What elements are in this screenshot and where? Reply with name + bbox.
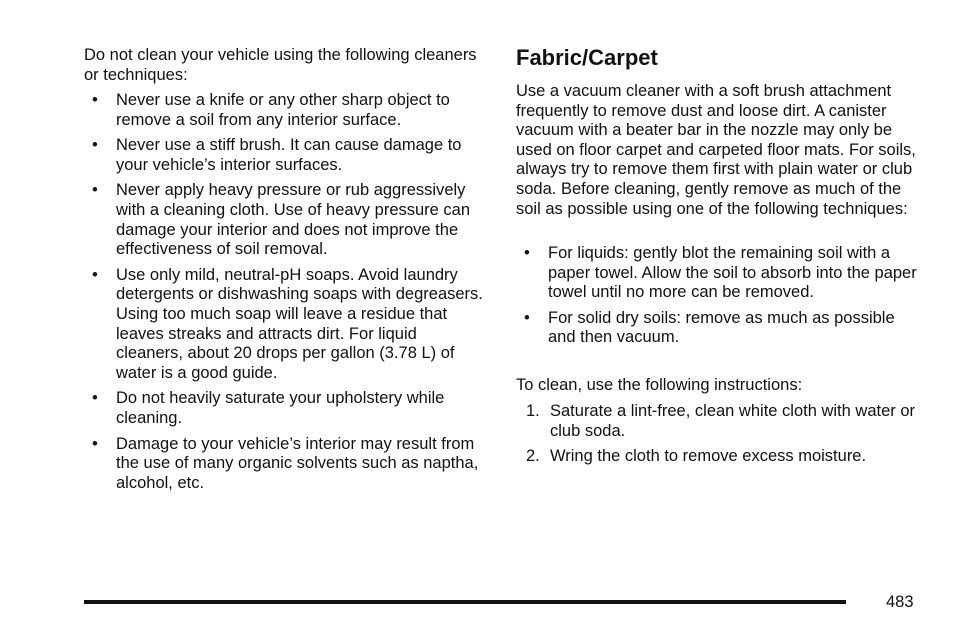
list-item	[516, 402, 926, 441]
left-bullet-list	[84, 91, 486, 499]
list-item-text: Never use a stiff brush. It can cause damage to your vehicle’s interior surfaces.	[116, 136, 462, 174]
list-item	[516, 309, 921, 348]
section-title: Fabric/Carpet	[516, 45, 658, 70]
step-number: 2.	[526, 447, 540, 466]
list-item	[84, 435, 486, 494]
list-item	[516, 447, 926, 467]
instructions-intro: To clean, use the following instructions:	[516, 376, 803, 394]
list-item-text: Never apply heavy pressure or rub aggressively with a cleaning cloth. Use of heavy pressure can damage your interior and does not improve the effectiveness of soil removal.	[116, 181, 471, 259]
list-item-text: For liquids: gently blot the remaining soil with a paper towel. Allow the soil to absorb into the paper towel until no more can be removed.	[548, 244, 917, 302]
list-item-text: Damage to your vehicle’s interior may result from the use of many organic solvents such as naptha, alcohol, etc.	[116, 434, 479, 492]
footer-rule	[84, 600, 846, 604]
step-text: Saturate a lint-free, clean white cloth with water or club soda.	[550, 402, 916, 440]
bullet-icon: •	[92, 91, 98, 109]
bullet-icon: •	[92, 181, 98, 200]
list-item	[84, 181, 486, 259]
bullet-icon: •	[524, 244, 530, 262]
list-item-text: Use only mild, neutral-pH soaps. Avoid laundry detergents or dishwashing soaps with degreasers. Using too much soap will leave a residue that leaves streaks and attracts dirt. For liquid cleaners, about 20 drops per gallon (3.78 L) of water is a good guide.	[116, 265, 483, 382]
right-intro-text: Use a vacuum cleaner with a soft brush attachment frequently to remove dust and loose dirt. A canister vacuum with a beater bar in the nozzle may only be used on floor carpet and carpeted floor mats. For soils, always try to remove them first with plain water or club soda. Before cleaning, gently remove as much of the soil as possible using one of the following techniques:	[516, 82, 916, 218]
list-item	[84, 266, 486, 384]
page-number: 483	[886, 593, 914, 611]
list-item	[84, 91, 486, 130]
list-item-text: For solid dry soils: remove as much as possible and then vacuum.	[548, 308, 895, 347]
bullet-icon: •	[92, 136, 98, 155]
list-item-text: Never use a knife or any other sharp object to remove a soil from any interior surface.	[116, 91, 450, 129]
list-item-text: Do not heavily saturate your upholstery while cleaning.	[116, 389, 445, 427]
step-number: 1.	[526, 402, 540, 420]
bullet-icon: •	[92, 389, 98, 408]
bullet-icon: •	[92, 265, 98, 284]
list-item	[84, 389, 486, 428]
bullet-icon: •	[524, 308, 530, 327]
bullet-icon: •	[92, 434, 98, 453]
right-bullet-list	[516, 244, 921, 354]
left-intro-text: Do not clean your vehicle using the following cleaners or techniques:	[84, 46, 477, 84]
list-item	[516, 244, 921, 303]
instruction-steps	[516, 402, 926, 473]
step-text: Wring the cloth to remove excess moisture.	[550, 447, 867, 466]
list-item	[84, 136, 486, 175]
